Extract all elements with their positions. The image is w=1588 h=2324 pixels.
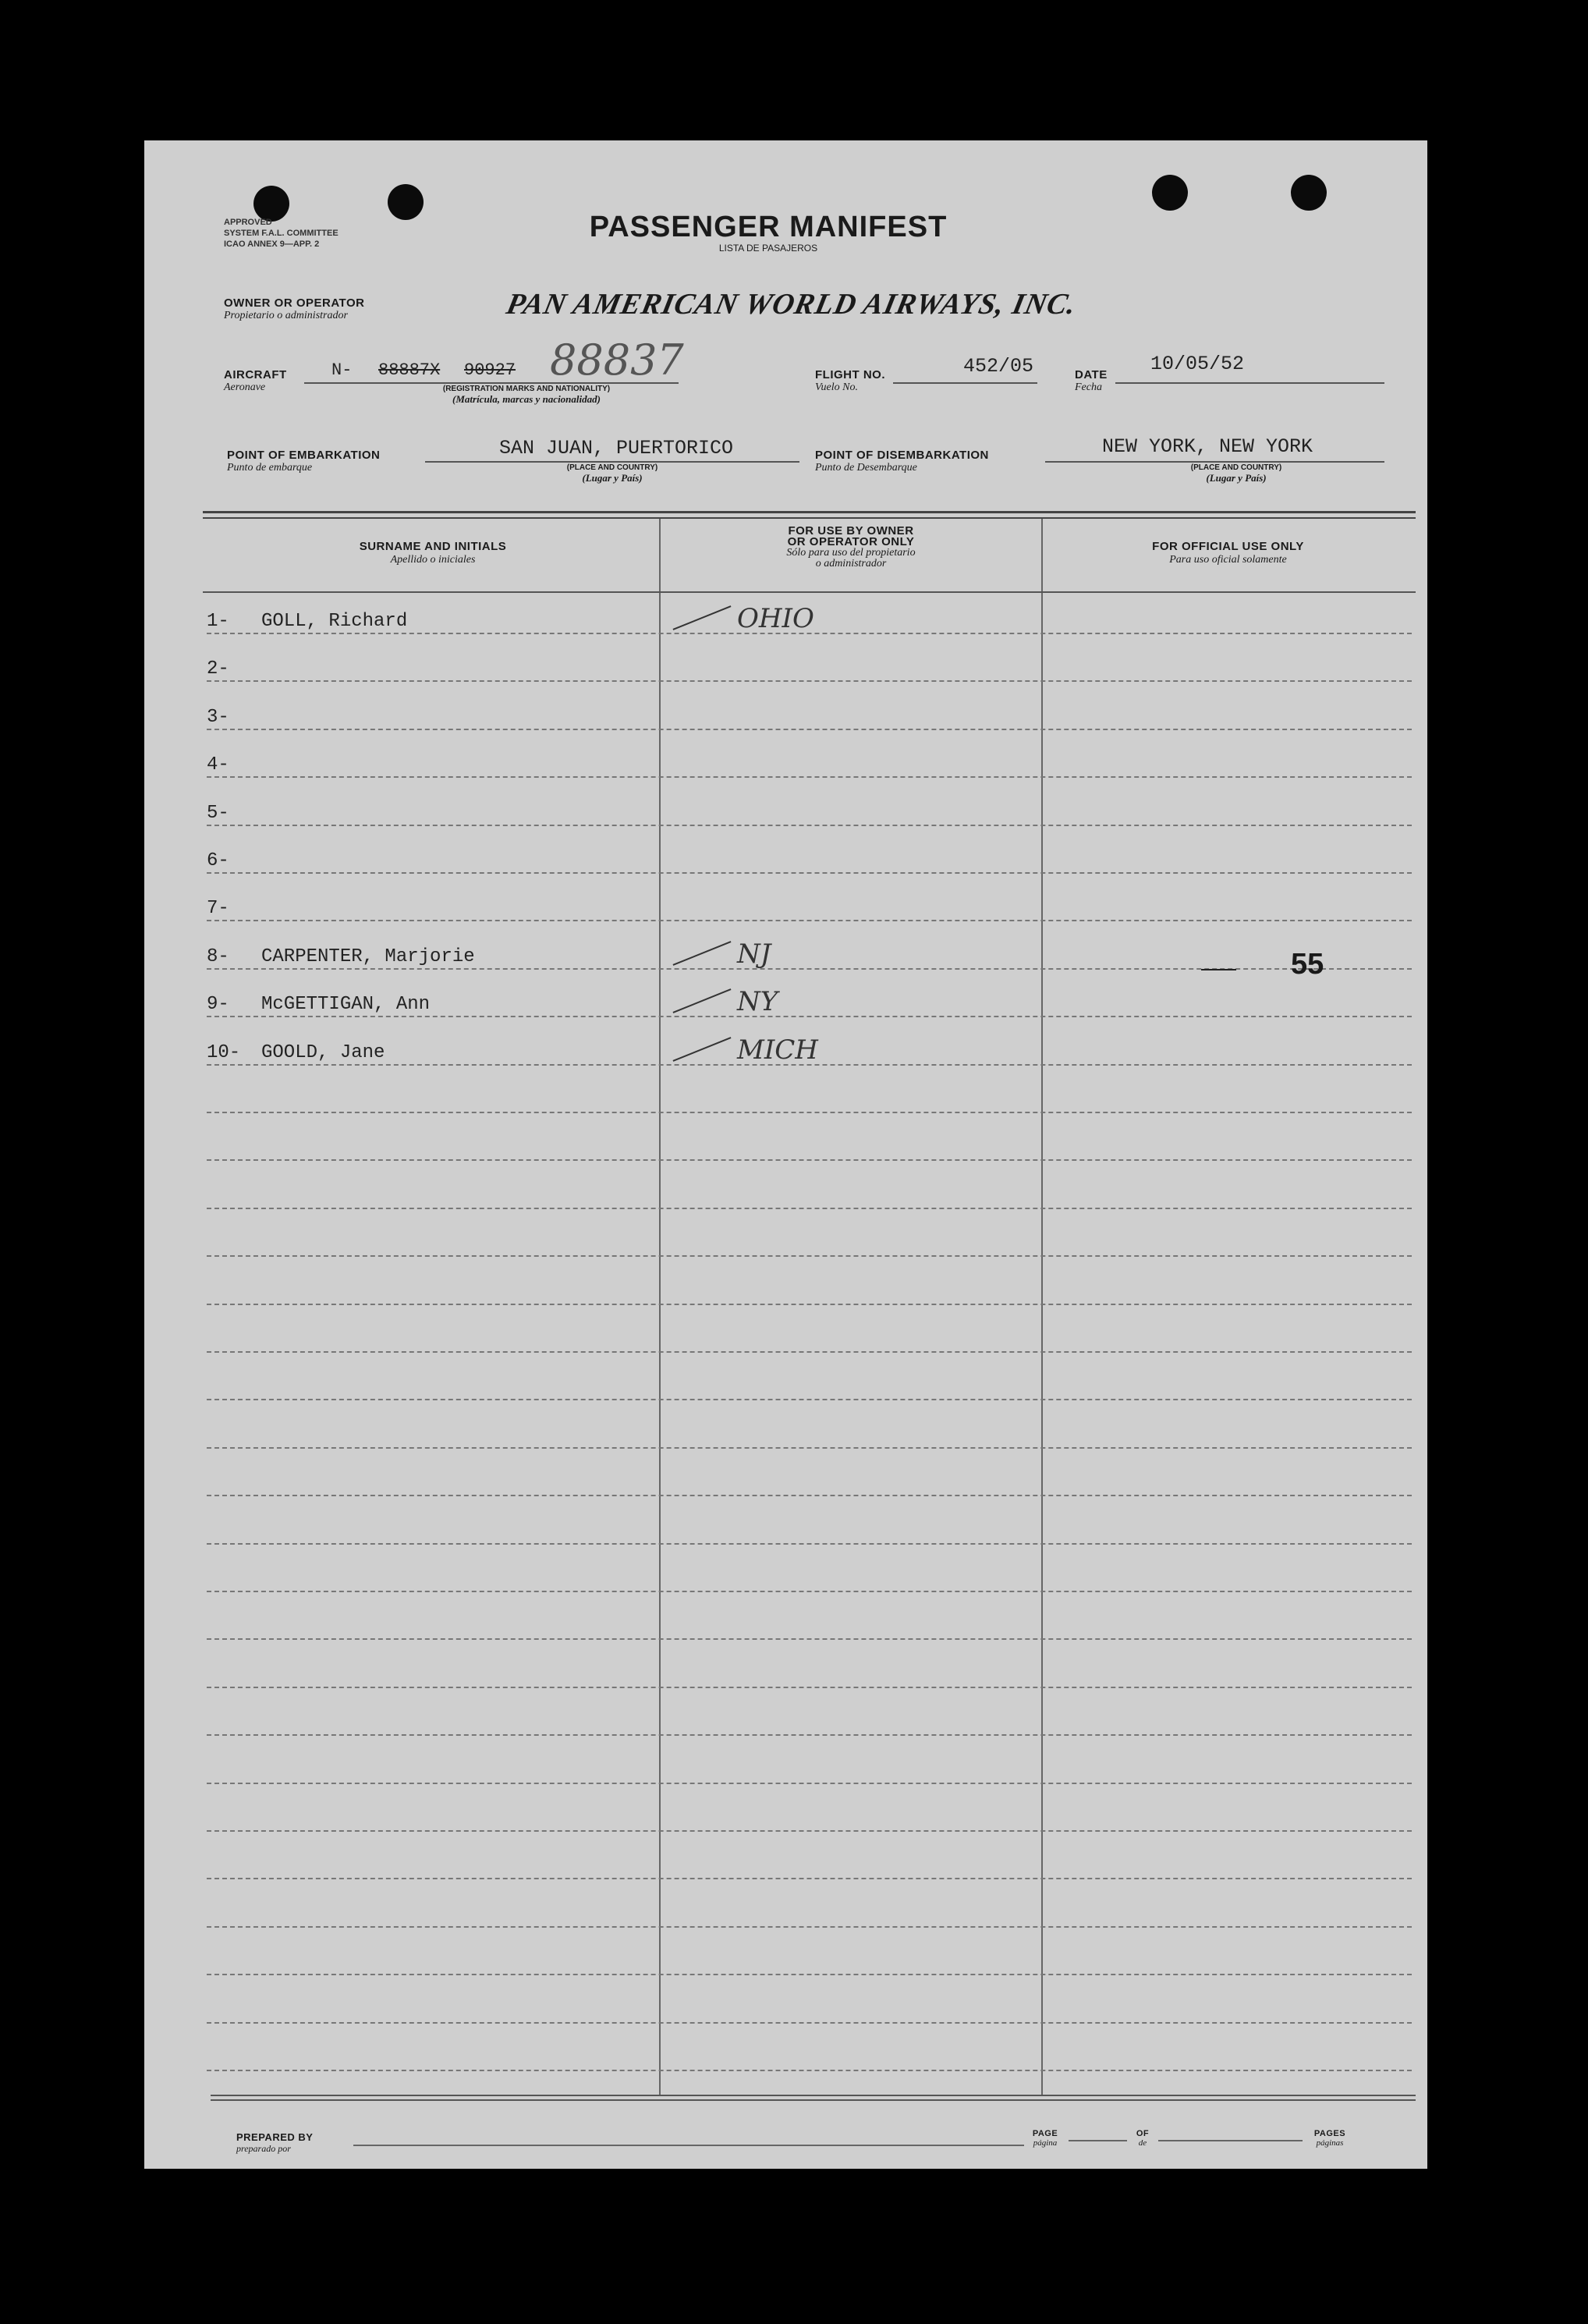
row-number: 8- (207, 946, 229, 967)
aircraft-prefix: N- (331, 360, 353, 380)
aircraft-struck-1: 88887X (378, 360, 441, 380)
aircraft-label: AIRCRAFT (224, 368, 287, 381)
row-rule (207, 1687, 1412, 1688)
owner-mark: NY (737, 986, 778, 1017)
approval-line: ICAO ANNEX 9—APP. 2 (224, 239, 320, 249)
flight-value: 452/05 (963, 355, 1034, 378)
row-rule (207, 1638, 1412, 1640)
row-number: 2- (207, 658, 229, 679)
approval-line: SYSTEM F.A.L. COMMITTEE (224, 229, 339, 238)
table-top-rule (203, 511, 1416, 513)
pages-label-es: páginas (1316, 2138, 1344, 2148)
owner-label: OWNER OR OPERATOR (224, 296, 365, 310)
check-mark-icon (673, 988, 732, 1013)
manifest-page (144, 140, 1427, 2169)
col-header-official (1043, 540, 1413, 566)
row-rule (207, 680, 1412, 682)
owner-mark: NJ (737, 938, 771, 970)
disembarkation-sub-es: (Lugar y País) (1206, 472, 1267, 484)
official-stamp: 55 (1291, 948, 1324, 981)
embarkation-sub: (PLACE AND COUNTRY) (566, 463, 658, 472)
col-header-owner-line-es: o administrador (815, 558, 887, 569)
page-label-es: página (1033, 2138, 1058, 2148)
aircraft-struck-2: 90927 (464, 360, 516, 380)
row-number: 7- (207, 898, 229, 919)
punch-hole (388, 184, 424, 220)
of-label-es: de (1138, 2138, 1147, 2148)
aircraft-sub: (REGISTRATION MARKS AND NATIONALITY) (442, 385, 611, 393)
row-number: 6- (207, 850, 229, 871)
embarkation-value: SAN JUAN, PUERTORICO (499, 437, 734, 459)
punch-hole (1152, 175, 1188, 211)
row-number: 1- (207, 611, 229, 632)
col-header-owner-line: OR OPERATOR ONLY (787, 535, 915, 548)
of-label: OF (1136, 2129, 1150, 2138)
row-number: 9- (207, 994, 229, 1015)
row-rule (207, 1112, 1412, 1113)
owner-mark: OHIO (737, 603, 814, 634)
passenger-name: McGETTIGAN, Ann (261, 994, 431, 1015)
passenger-name: GOOLD, Jane (261, 1042, 385, 1063)
row-rule (207, 920, 1412, 921)
row-rule (207, 1734, 1412, 1736)
date-label-es: Fecha (1075, 381, 1102, 393)
row-number: 3- (207, 707, 229, 728)
owner-label-es: Propietario o administrador (224, 310, 348, 321)
row-rule (207, 1399, 1412, 1400)
check-mark-icon (673, 941, 732, 966)
page-title: PASSENGER MANIFEST (589, 211, 948, 243)
disembarkation-sub: (PLACE AND COUNTRY) (1190, 463, 1282, 472)
row-rule (207, 1016, 1412, 1017)
passenger-name: GOLL, Richard (261, 611, 408, 632)
page-label: PAGE (1032, 2129, 1058, 2138)
passenger-name: CARPENTER, Marjorie (261, 946, 475, 967)
check-mark-icon (673, 1037, 732, 1062)
disembarkation-label: POINT OF DISEMBARKATION (815, 449, 989, 462)
table-bottom-rule (211, 2095, 1416, 2096)
owner-value: PAN AMERICAN WORLD AIRWAYS, INC. (503, 288, 1080, 321)
flight-label-es: Vuelo No. (815, 381, 858, 393)
row-rule (207, 2070, 1412, 2071)
date-label: DATE (1075, 368, 1108, 381)
col-header-owner-line-es: Sólo para uso del propietario (786, 547, 916, 559)
row-rule (207, 1351, 1412, 1353)
col-header-surname (207, 540, 659, 566)
row-rule (207, 1543, 1412, 1545)
column-divider (659, 519, 661, 2095)
owner-mark: MICH (737, 1034, 818, 1066)
approval-line: APPROVED (224, 218, 272, 227)
disembarkation-value: NEW YORK, NEW YORK (1102, 435, 1313, 458)
page-subtitle: LISTA DE PASAJEROS (718, 243, 818, 254)
row-rule (207, 776, 1412, 778)
row-rule (207, 1159, 1412, 1161)
prepared-by-label: PREPARED BY (236, 2131, 314, 2143)
row-number: 10- (207, 1042, 241, 1063)
aircraft-label-es: Aeronave (224, 381, 266, 393)
disembarkation-label-es: Punto de Desembarque (815, 462, 917, 474)
embarkation-label: POINT OF EMBARKATION (227, 449, 381, 462)
col-header-owner-line: FOR USE BY OWNER (788, 524, 914, 538)
row-rule (207, 872, 1412, 874)
row-rule (207, 1783, 1412, 1784)
flight-label: FLIGHT NO. (815, 368, 885, 381)
col-header-official-label-es: Para uso oficial solamente (1169, 554, 1287, 566)
embarkation-sub-es: (Lugar y País) (582, 472, 643, 484)
row-rule (207, 1495, 1412, 1496)
table-top-rule (203, 517, 1416, 519)
row-rule (207, 825, 1412, 826)
row-number: 5- (207, 803, 229, 824)
row-rule (207, 1830, 1412, 1832)
row-rule (207, 1926, 1412, 1928)
row-number: 4- (207, 754, 229, 775)
row-rule (207, 1974, 1412, 1975)
column-divider (1041, 519, 1043, 2095)
table-bottom-rule (211, 2099, 1416, 2101)
check-mark-icon (673, 605, 732, 630)
row-rule (207, 729, 1412, 730)
prepared-by-label-es: preparado por (236, 2143, 291, 2154)
date-value: 10/05/52 (1150, 353, 1245, 375)
col-header-surname-label: SURNAME AND INITIALS (359, 540, 507, 553)
col-header-official-label: FOR OFFICIAL USE ONLY (1152, 540, 1304, 553)
punch-hole (1291, 175, 1327, 211)
row-rule (207, 1878, 1412, 1879)
embarkation-label-es: Punto de embarque (227, 462, 313, 474)
row-rule (207, 1208, 1412, 1209)
row-rule (207, 1255, 1412, 1257)
row-rule (207, 1304, 1412, 1305)
col-header-surname-label-es: Apellido o iniciales (390, 554, 476, 566)
aircraft-sub-es: (Matrícula, marcas y nacionalidad) (452, 393, 601, 405)
row-rule (207, 2022, 1412, 2024)
aircraft-handwritten: 88837 (550, 335, 684, 385)
approval-block (224, 217, 339, 250)
col-header-owner (661, 526, 1041, 569)
row-rule (207, 1447, 1412, 1449)
pages-label: PAGES (1313, 2129, 1346, 2138)
row-rule (207, 1591, 1412, 1592)
